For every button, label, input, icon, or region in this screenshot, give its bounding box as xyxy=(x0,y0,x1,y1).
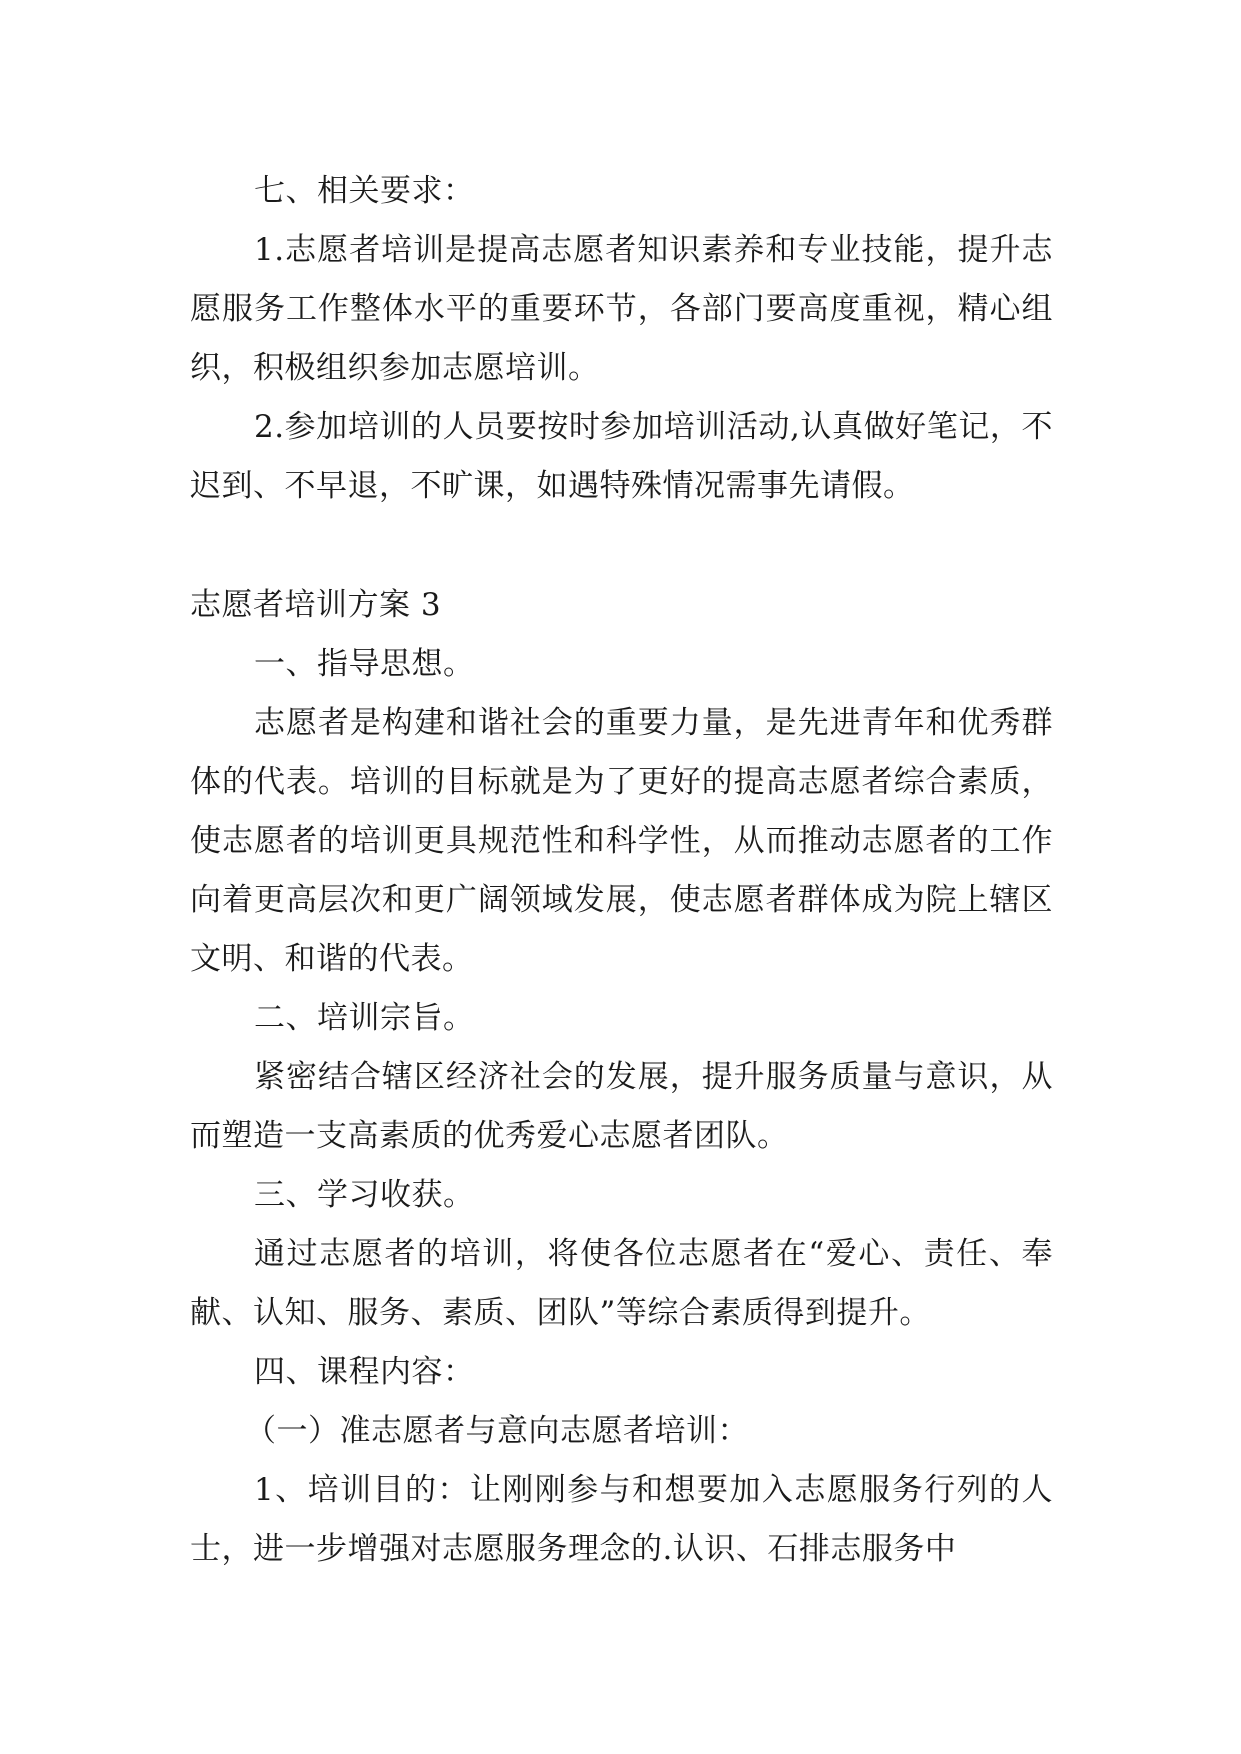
document-body xyxy=(190,162,1053,1579)
section7-item1: 1.志愿者培训是提高志愿者知识素养和专业技能，提升志愿服务工作整体水平的重要环节，各部门要高度重视，精心组织，积极组织参加志愿培训。 xyxy=(190,232,1053,386)
plan3-s4-item1: 1、培训目的：让刚刚参与和想要加入志愿服务行列的人士，进一步增强对志愿服务理念的.认识、石排志服务中 xyxy=(190,1472,1053,1567)
section-gap xyxy=(190,516,1053,576)
plan3-s4-heading: 四、课程内容： xyxy=(254,1354,475,1390)
plan3-s4-sub1: （一）准志愿者与意向志愿者培训： xyxy=(245,1413,749,1449)
plan3-s3-heading: 三、学习收获。 xyxy=(254,1177,475,1213)
plan3-s2-heading: 二、培训宗旨。 xyxy=(254,1000,475,1036)
plan3-s3-body: 通过志愿者的培训，将使各位志愿者在“爱心、责任、奉献、认知、服务、素质、团队”等综合素质得到提升。 xyxy=(190,1236,1053,1331)
plan3-title: 志愿者培训方案 3 xyxy=(190,587,442,623)
section7-item2: 2.参加培训的人员要按时参加培训活动,认真做好笔记，不迟到、不早退，不旷课，如遇特殊情况需事先请假。 xyxy=(190,409,1053,504)
section7-heading: 七、相关要求： xyxy=(254,173,475,209)
plan3-s2-body: 紧密结合辖区经济社会的发展，提升服务质量与意识，从而塑造一支高素质的优秀爱心志愿者团队。 xyxy=(190,1059,1053,1154)
plan3-s1-body: 志愿者是构建和谐社会的重要力量，是先进青年和优秀群体的代表。培训的目标就是为了更好的提高志愿者综合素质，使志愿者的培训更具规范性和科学性，从而推动志愿者的工作向着更高层次和更广阔领域发展，使志愿者群体成为院上辖区文明、和谐的代表。 xyxy=(190,705,1053,977)
plan3-s1-heading: 一、指导思想。 xyxy=(254,646,475,682)
